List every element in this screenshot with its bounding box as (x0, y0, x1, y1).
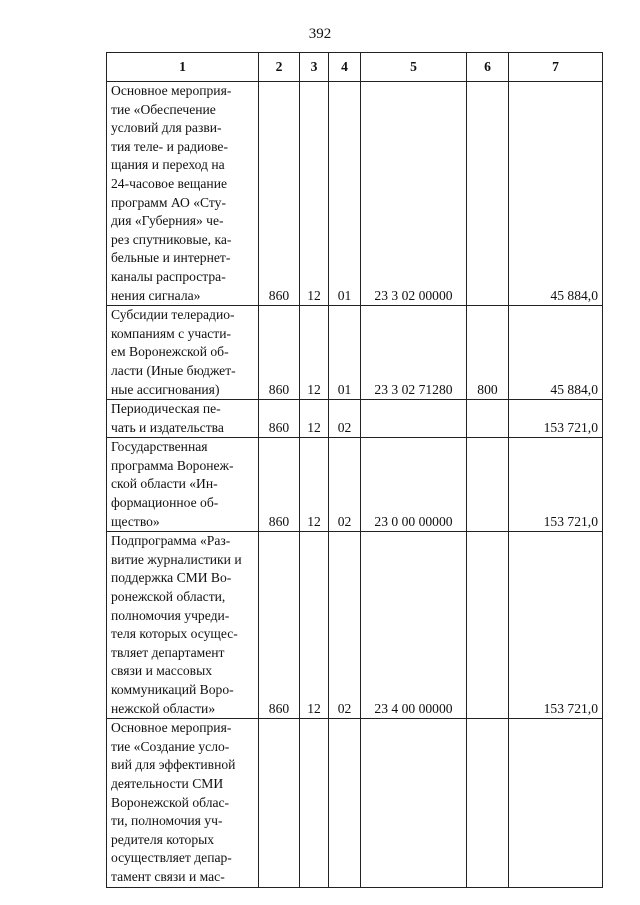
item-name-line: связи и массовых (111, 663, 212, 679)
target-article-cell (361, 719, 467, 887)
department-code-cell: 860 (259, 400, 300, 438)
column-header: 7 (509, 53, 603, 82)
amount-cell: 153 721,0 (509, 438, 603, 532)
target-article-cell: 23 4 00 00000 (361, 532, 467, 719)
item-name-line: формационное об- (111, 495, 219, 511)
department-code-cell: 860 (259, 438, 300, 532)
item-name-cell (107, 532, 259, 719)
target-article-cell: 23 0 00 00000 (361, 438, 467, 532)
expense-type-cell (467, 719, 509, 887)
section-code-cell: 12 (300, 532, 329, 719)
item-name-line: Воронежской облас- (111, 794, 230, 810)
item-name-line: рез спутниковые, ка- (111, 231, 232, 247)
budget-table (106, 52, 603, 888)
item-name-line: тие «Создание усло- (111, 738, 230, 754)
item-name-line: 24-часовое вещание (111, 175, 227, 191)
subsection-code-cell (329, 719, 361, 887)
item-name-line: Подпрограмма «Раз- (111, 533, 231, 549)
table-row (107, 438, 603, 532)
item-name-cell (107, 306, 259, 400)
subsection-code-cell: 02 (329, 532, 361, 719)
amount-cell: 45 884,0 (509, 82, 603, 306)
item-name-line: Основное мероприя- (111, 83, 232, 98)
expense-type-cell (467, 438, 509, 532)
page-number: 392 (308, 26, 332, 42)
item-name-line: деятельности СМИ (111, 775, 224, 791)
table-row (107, 532, 603, 719)
section-code-cell (300, 719, 329, 887)
amount-cell: 45 884,0 (509, 306, 603, 400)
expense-type-cell: 800 (467, 306, 509, 400)
item-name-line: щество» (111, 513, 160, 529)
item-name-line: тие «Обеспечение (111, 101, 216, 117)
section-code-cell: 12 (300, 438, 329, 532)
expense-type-cell (467, 82, 509, 306)
item-name-line: ласти (Иные бюджет- (111, 362, 236, 378)
table-header-row (107, 53, 603, 82)
subsection-code-cell: 02 (329, 438, 361, 532)
item-name-line: осуществляет депар- (111, 850, 232, 866)
table-row (107, 719, 603, 887)
table-row (107, 306, 603, 400)
item-name-line: компаниям с участи- (111, 325, 232, 341)
item-name-line: Периодическая пе- (111, 401, 221, 417)
item-name-line: ти, полномочия уч- (111, 813, 223, 829)
item-name-line: витие журналистики и (111, 551, 242, 567)
item-name-line: поддержка СМИ Во- (111, 570, 232, 586)
department-code-cell: 860 (259, 532, 300, 719)
item-name-line: твляет департамент (111, 644, 225, 660)
column-header: 1 (107, 53, 259, 82)
item-name-line: теля которых осущес- (111, 626, 238, 642)
item-name-line: каналы распростра- (111, 268, 226, 284)
column-header: 3 (300, 53, 329, 82)
item-name-line: программа Воронеж- (111, 457, 234, 473)
item-name-line: коммуникаций Воро- (111, 682, 234, 697)
item-name-cell (107, 400, 259, 438)
item-name-line: дия «Губерния» че- (111, 213, 224, 229)
target-article-cell: 23 3 02 00000 (361, 82, 467, 306)
column-header: 5 (361, 53, 467, 82)
item-name-cell (107, 82, 259, 306)
item-name-line: Основное мероприя- (111, 720, 232, 736)
item-name-line: ем Воронежской об- (111, 344, 229, 360)
department-code-cell: 860 (259, 82, 300, 306)
target-article-cell (361, 400, 467, 438)
amount-cell (509, 719, 603, 887)
item-name-line: условий для разви- (111, 120, 222, 136)
expense-type-cell (467, 400, 509, 438)
item-name-line: Государственная (111, 439, 208, 455)
section-code-cell: 12 (300, 400, 329, 438)
item-name-line: вий для эффективной (111, 757, 236, 773)
subsection-code-cell: 01 (329, 82, 361, 306)
amount-cell: 153 721,0 (509, 532, 603, 719)
item-name-line: нения сигнала» (111, 287, 201, 303)
expense-type-cell (467, 532, 509, 719)
item-name-line: ской области «Ин- (111, 476, 218, 492)
subsection-code-cell: 02 (329, 400, 361, 438)
item-name-line: нежской области» (111, 700, 216, 716)
section-code-cell: 12 (300, 306, 329, 400)
item-name-line: бельные и интернет- (111, 250, 231, 266)
column-header: 4 (329, 53, 361, 82)
item-name-line: Субсидии телерадио- (111, 307, 235, 323)
item-name-line: тия теле- и радиове- (111, 138, 228, 154)
item-name-line: тамент связи и мас- (111, 868, 225, 884)
section-code-cell: 12 (300, 82, 329, 306)
item-name-cell (107, 719, 259, 887)
item-name-line: ные ассигнования) (111, 381, 220, 397)
item-name-line: чать и издательства (111, 419, 224, 435)
column-header: 2 (259, 53, 300, 82)
department-code-cell (259, 719, 300, 887)
department-code-cell: 860 (259, 306, 300, 400)
item-name-line: щания и переход на (111, 157, 225, 173)
table-row (107, 82, 603, 306)
item-name-cell (107, 438, 259, 532)
item-name-line: программ АО «Сту- (111, 194, 227, 210)
item-name-line: редителя которых (111, 831, 215, 847)
item-name-line: полномочия учреди- (111, 607, 230, 623)
item-name-line: ронежской области, (111, 589, 226, 605)
amount-cell: 153 721,0 (509, 400, 603, 438)
target-article-cell: 23 3 02 71280 (361, 306, 467, 400)
column-header: 6 (467, 53, 509, 82)
subsection-code-cell: 01 (329, 306, 361, 400)
table-row (107, 400, 603, 438)
